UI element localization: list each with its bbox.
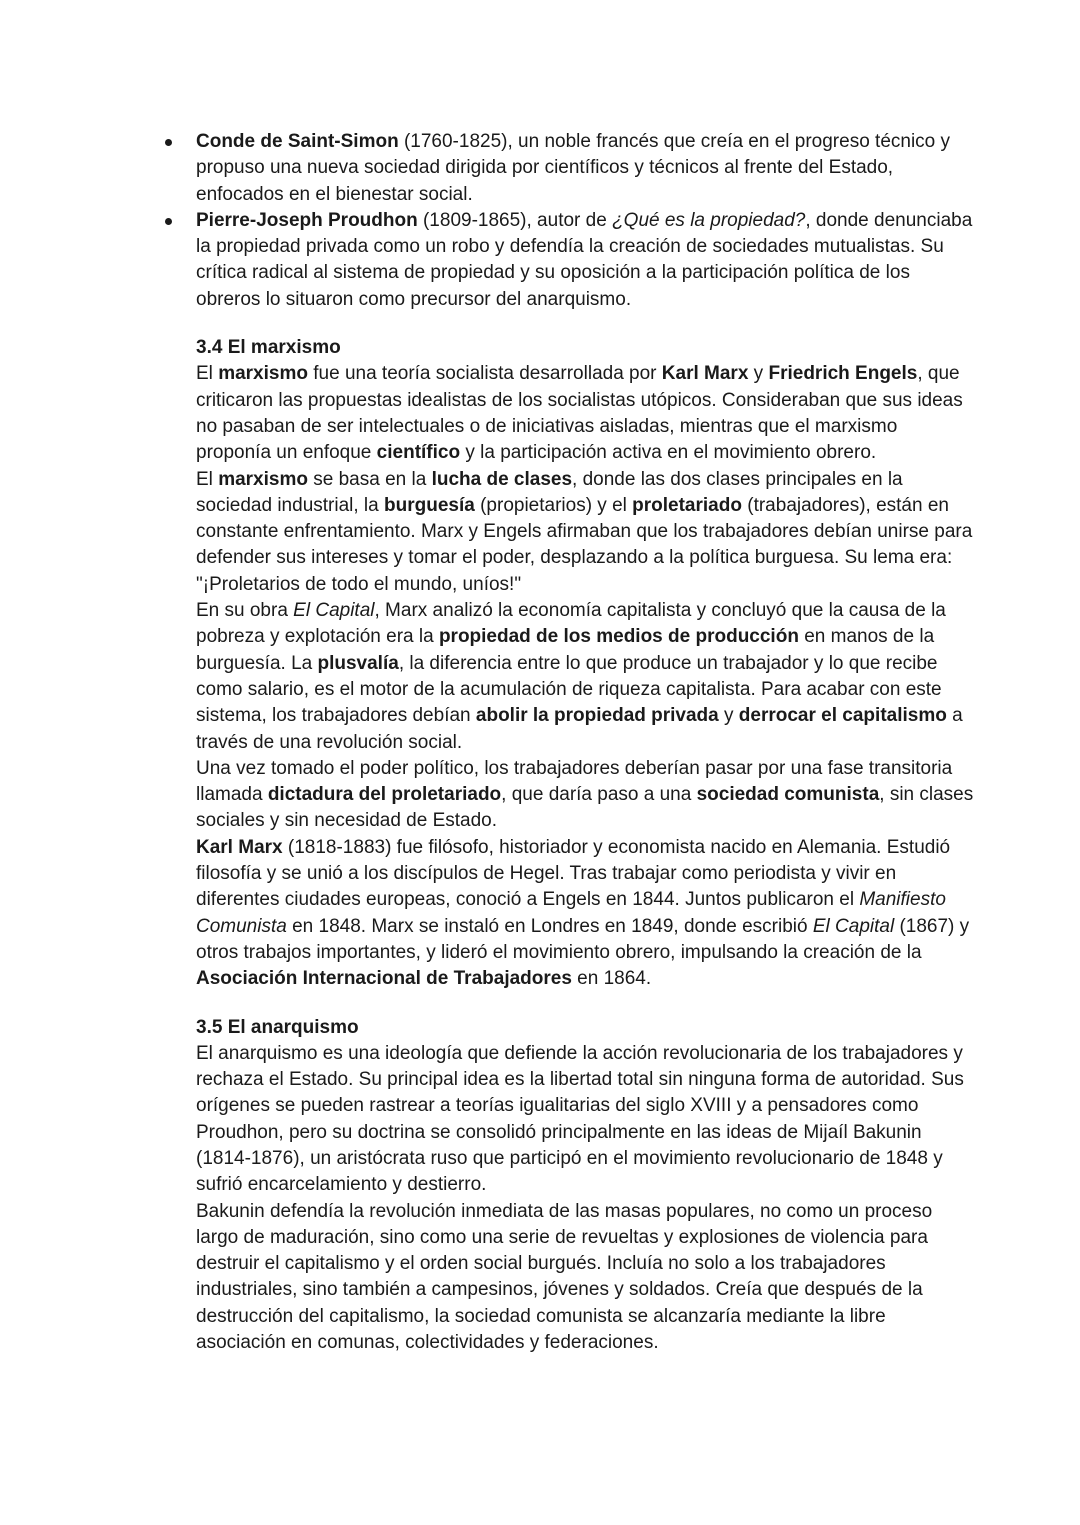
bullet-dot-icon — [165, 218, 172, 225]
bold-term: derrocar el capitalismo — [738, 705, 947, 727]
section-marxismo — [196, 335, 976, 992]
bullet-item-saint-simon — [196, 129, 976, 208]
text-run: en manos de la burguesía. La — [196, 626, 935, 674]
bold-term: sociedad comunista — [696, 784, 880, 806]
work-title: El Capital — [293, 600, 375, 622]
bullet-dot-icon — [165, 139, 172, 146]
text-run: (trabajadores), están en constante enfrentamiento. Marx y Engels afirmaban que los trabajadores debían unirse para defender sus intereses y tomar el poder, desplazando a la política burguesa. Su lema era: "¡Proletarios de todo el mundo, uníos!" — [196, 494, 973, 595]
bold-term: proletariado — [632, 494, 742, 516]
bold-term: marxismo — [218, 363, 308, 385]
bullet-text: (1760-1825), un noble francés que creía en el progreso técnico y propuso una nueva sociedad dirigida por científicos y técnicos al frente del Estado, enfocados en el bienestar social. — [196, 131, 951, 205]
text-run: Una vez tomado el poder político, los trabajadores deberían pasar por una fase transitoria llamada — [196, 757, 953, 806]
section-title: 3.5 El anarquismo — [196, 1016, 359, 1038]
document-body — [196, 129, 976, 1356]
bullet-item-proudhon — [196, 208, 976, 313]
paragraph — [196, 598, 976, 756]
text-run: (1867) y otros trabajos importantes, y lideró el movimiento obrero, impulsando la creación de la — [196, 915, 970, 963]
text-run: , que criticaron las propuestas idealistas de los socialistas utópicos. Consideraban que sus ideas no pasaban de ser intelectuales o de iniciativas aisladas, mientras que el marxismo proponía un enfoque — [196, 363, 963, 464]
text-run: a través de una revolución social. — [196, 705, 963, 753]
text-run: El — [196, 468, 219, 490]
paragraph — [196, 756, 976, 835]
paragraph: El anarquismo es una ideología que defiende la acción revolucionaria de los trabajadores y rechaza el Estado. Su principal idea es la libertad total sin ninguna forma de autoridad. Sus orígenes se pueden rastrear a teorías igualitarias del siglo XVIII y a pensadores como Proudhon, pero su doctrina se consolidó principalmente en las ideas de Mijaíl Bakunin (1814-1876), un aristócrata ruso que participó en el movimiento revolucionario de 1848 y sufrió encarcelamiento y destierro. — [196, 1042, 964, 1196]
text-run: fue una teoría socialista desarrollada por — [307, 363, 662, 385]
work-title: ¿Qué es la propiedad? — [612, 209, 806, 231]
text-run: y — [748, 363, 769, 385]
text-run: En su obra — [196, 600, 294, 622]
text-run: , que daría paso a una — [501, 784, 697, 806]
bold-term: Karl Marx — [661, 363, 749, 385]
bold-term: Friedrich Engels — [768, 363, 918, 385]
paragraph — [196, 835, 976, 993]
bold-term: lucha de clases — [431, 468, 573, 490]
text-run: El — [196, 363, 219, 385]
bold-term: propiedad de los medios de producción — [438, 626, 799, 648]
text-run: y la participación activa en el movimiento obrero. — [460, 442, 877, 464]
bullet-text: , donde denunciaba la propiedad privada como un robo y defendía la creación de sociedades mutualistas. Su crítica radical al sistema de propiedad y su oposición a la participación política de los obreros lo situaron como precursor del anarquismo. — [196, 209, 973, 310]
text-run: , donde las dos clases principales en la sociedad industrial, la — [196, 468, 903, 516]
text-run: en 1848. Marx se instaló en Londres en 1849, donde escribió — [286, 915, 813, 937]
paragraph — [196, 361, 976, 466]
bold-term: Karl Marx — [196, 836, 283, 858]
bold-term: plusvalía — [317, 652, 399, 674]
text-run: y — [718, 705, 739, 727]
text-run: se basa en la — [307, 468, 432, 490]
bold-term: científico — [376, 442, 461, 464]
section-title: 3.4 El marxismo — [196, 337, 341, 359]
section-anarquismo — [196, 1015, 976, 1357]
text-run: , sin clases sociales y sin necesidad de Estado. — [196, 784, 974, 832]
text-run: (propietarios) y el — [474, 494, 633, 516]
person-name: Conde de Saint-Simon — [196, 131, 399, 152]
text-run: , la diferencia entre lo que produce un trabajador y lo que recibe como salario, es el motor de la acumulación de riqueza capitalista. Para acabar con este sistema, los trabajadores debían — [196, 652, 942, 727]
bullet-text: (1809-1865), autor de — [417, 209, 613, 231]
bold-term: dictadura del proletariado — [267, 784, 502, 806]
paragraph: Bakunin defendía la revolución inmediata de las masas populares, no como un proceso largo de maduración, sino como una serie de revueltas y explosiones de violencia para destruir el capitalismo y el orden social burgués. Incluía no solo a los trabajadores industriales, sino también a campesinos, jóvenes y soldados. Creía que después de la destrucción del capitalismo, la sociedad comunista se alcanzaría mediante la libre asociación en comunas, colectividades y federaciones. — [196, 1200, 933, 1354]
text-run: en 1864. — [571, 968, 652, 990]
text-run: (1818-1883) fue filósofo, historiador y economista nacido en Alemania. Estudió filosofía y se unió a los discípulos de Hegel. Tras trabajar como periodista y vivir en diferentes ciudades europeas, conoció a Engels en 1844. Juntos publicaron el — [196, 836, 951, 911]
person-name: Pierre-Joseph Proudhon — [196, 209, 418, 231]
work-title: Manifiesto Comunista — [196, 889, 946, 937]
text-run: , Marx analizó la economía capitalista y concluyó que la causa de la pobreza y explotación era la — [196, 600, 946, 648]
bold-term: Asociación Internacional de Trabajadores — [196, 968, 572, 990]
paragraph — [196, 467, 976, 598]
work-title: El Capital — [812, 915, 895, 937]
bold-term: marxismo — [218, 468, 308, 490]
bullet-list — [196, 129, 976, 313]
bold-term: abolir la propiedad privada — [475, 705, 719, 727]
bold-term: burguesía — [384, 494, 475, 516]
